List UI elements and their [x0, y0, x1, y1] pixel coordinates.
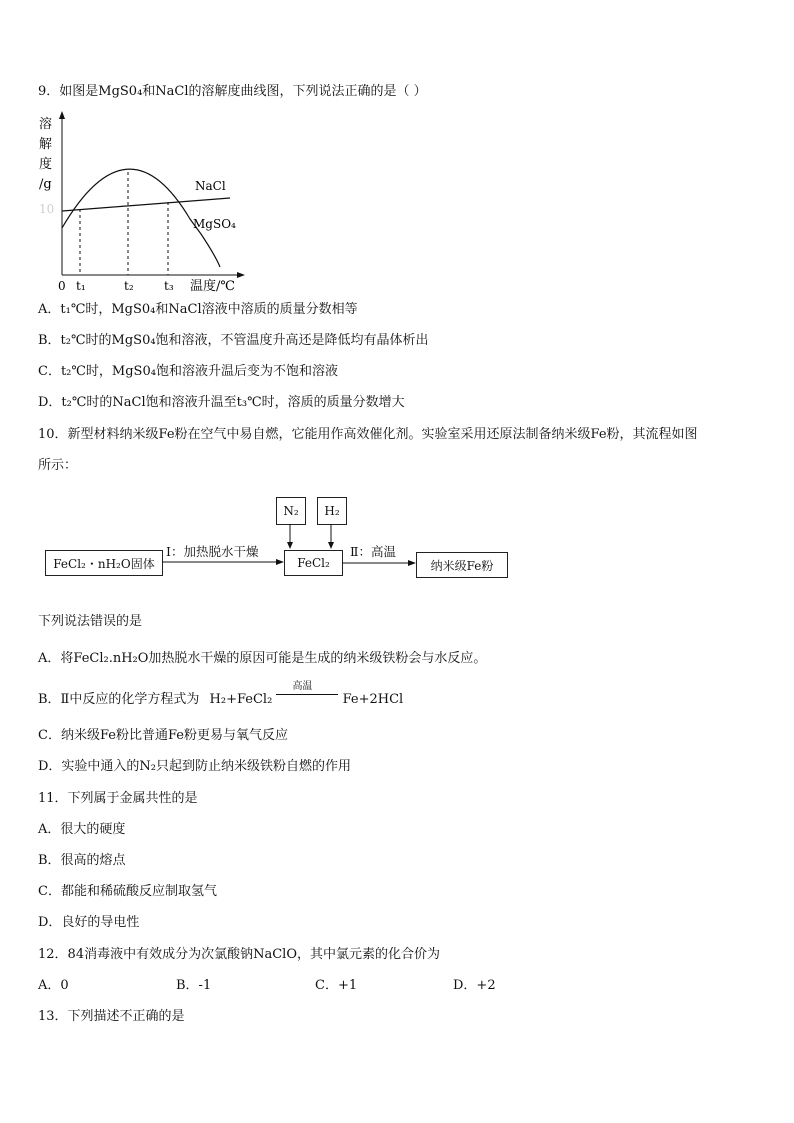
reaction-condition-line [276, 694, 338, 695]
ylabel-char-2: 解 [39, 137, 53, 152]
solubility-chart [30, 107, 260, 292]
reaction-condition [276, 681, 338, 708]
q12-stem: 12．84消毒液中有效成分为次氯酸钠NaClO，其中氯元素的化合价为 [38, 947, 440, 962]
nacl-curve [62, 198, 230, 211]
q10-prompt: 下列说法错误的是 [38, 614, 143, 629]
step2-label: Ⅱ：高温 [350, 544, 396, 559]
origin-label: 0 [58, 279, 66, 292]
arrowhead-step2 [408, 560, 416, 566]
ylabel-char-1: 溶 [39, 117, 53, 132]
q10-option-b-products: Fe+2HCl [342, 692, 404, 707]
q12-option-a: A．0 [38, 978, 69, 993]
mid-box: FeCl₂ [284, 550, 343, 576]
q11-option-d: D．良好的导电性 [38, 915, 140, 930]
q9-option-c: C．t₂℃时，MgS0₄饱和溶液升温后变为不饱和溶液 [38, 364, 338, 379]
gas-h2-box: H₂ [317, 497, 347, 525]
q10-option-b [38, 681, 404, 708]
q10-option-d: D．实验中通入的N₂只起到防止纳米级铁粉自燃的作用 [38, 759, 352, 774]
curve-label-mgso4: MgSO₄ [193, 217, 236, 231]
step1-label: Ⅰ：加热脱水干燥 [166, 544, 259, 559]
q9-option-d: D．t₂℃时的NaCl饱和溶液升温至t₃℃时，溶质的质量分数增大 [38, 395, 405, 410]
q13-stem: 13．下列描述不正确的是 [38, 1009, 185, 1024]
ylabel-char-3: 度 [39, 157, 53, 172]
q10-option-b-reactants: H₂+FeCl₂ [209, 692, 273, 707]
q9-stem: 9．如图是MgS0₄和NaCl的溶解度曲线图，下列说法正确的是（ ） [38, 84, 427, 99]
q11-option-b: B．很高的熔点 [38, 853, 126, 868]
y-axis-arrow [59, 111, 65, 119]
arrowhead-step1 [276, 559, 284, 565]
arrowhead-h2 [328, 542, 334, 549]
tick-t1: t₁ [76, 279, 86, 292]
q9-option-a: A．t₁℃时，MgS0₄和NaCl溶液中溶质的质量分数相等 [38, 302, 358, 317]
arrowhead-n2 [287, 542, 293, 549]
q9-option-b: B．t₂℃时的MgS0₄饱和溶液，不管温度升高还是降低均有晶体析出 [38, 333, 429, 348]
x-axis-arrow [237, 272, 245, 278]
curve-label-nacl: NaCl [195, 179, 226, 193]
ylabel-char-4: /g [39, 177, 52, 192]
q10-option-c: C．纳米级Fe粉比普通Fe粉更易与氧气反应 [38, 728, 288, 743]
q12-option-c: C．+1 [315, 978, 358, 993]
reaction-condition-text: 高温 [292, 681, 313, 692]
q12-option-d: D．+2 [453, 978, 496, 993]
q10-option-b-prefix: B．Ⅱ中反应的化学方程式为 [38, 692, 200, 707]
end-box: 纳米级Fe粉 [416, 552, 508, 578]
q12-option-b: B．-1 [176, 978, 212, 993]
start-box: FeCl₂・nH₂O固体 [45, 550, 163, 576]
xlabel: 温度/℃ [190, 279, 235, 292]
gas-n2-box: N₂ [276, 497, 306, 525]
tick-t2: t₂ [124, 279, 134, 292]
q10-stem-line1: 10．新型材料纳米级Fe粉在空气中易自燃，它能用作高效催化剂。实验室采用还原法制备纳米级Fe粉，其流程如图 [38, 427, 698, 442]
q11-stem: 11．下列属于金属共性的是 [38, 791, 198, 806]
q10-stem-line2: 所示： [38, 458, 78, 473]
q10-option-a: A．将FeCl₂.nH₂O加热脱水干燥的原因可能是生成的纳米级铁粉会与水反应。 [38, 651, 487, 666]
tick-t3: t₃ [164, 279, 174, 292]
q11-option-a: A．很大的硬度 [38, 822, 126, 837]
q11-option-c: C．都能和稀硫酸反应制取氢气 [38, 884, 217, 899]
faint-mark: 10 [39, 202, 55, 216]
